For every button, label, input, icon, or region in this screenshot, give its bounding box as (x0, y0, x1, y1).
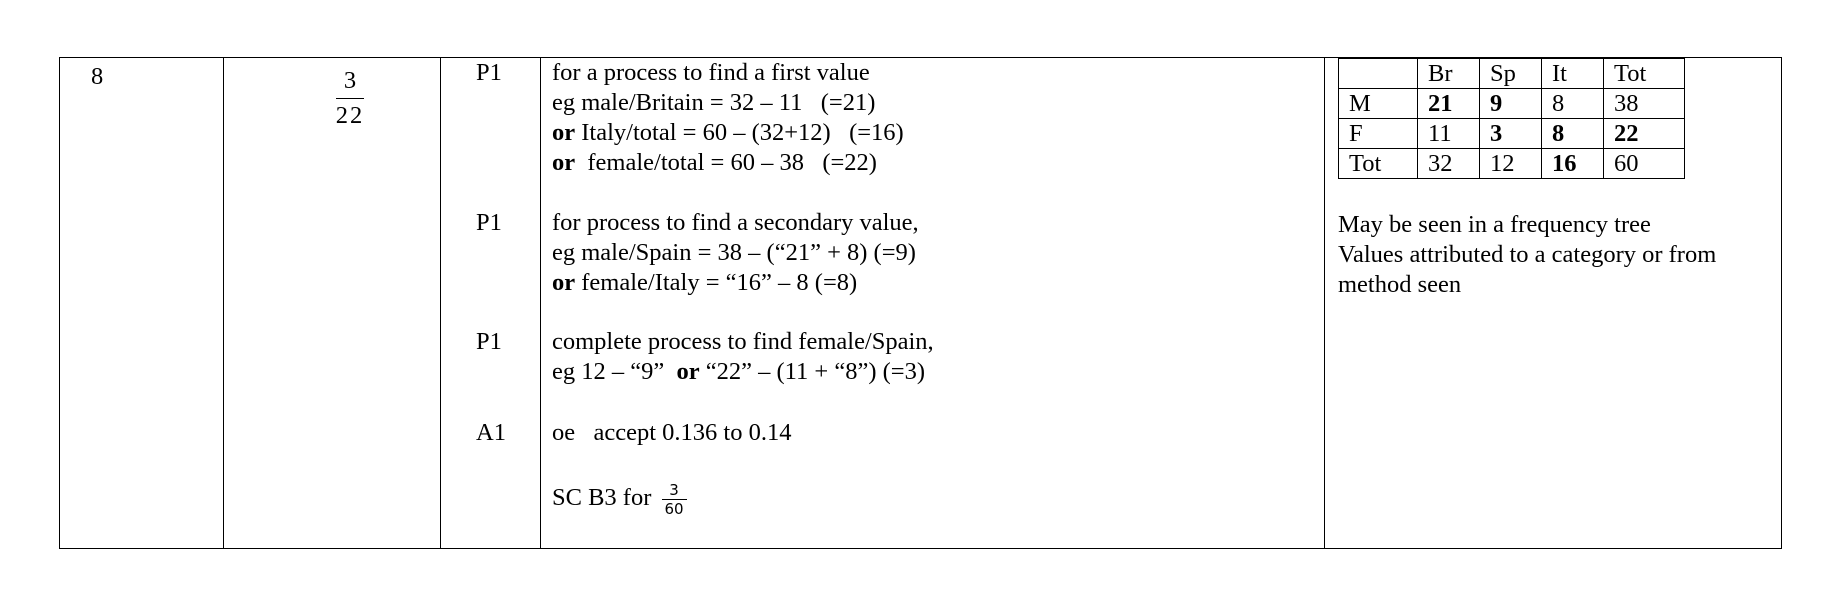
special-case-denominator: 60 (662, 499, 687, 518)
bold-keyword: or (552, 269, 576, 296)
table-row (1339, 149, 1685, 179)
table-cell: 8 (1542, 119, 1604, 149)
comments (1338, 210, 1768, 300)
column-divider (1324, 58, 1325, 548)
working-line (552, 238, 919, 268)
answer-fraction (336, 66, 365, 131)
column-divider (223, 58, 224, 548)
table-row (1339, 119, 1685, 149)
table-cell: Tot (1339, 149, 1418, 179)
working-text: eg 12 – “9” (552, 358, 677, 385)
mark-scheme-row (59, 57, 1782, 549)
comment-line: method seen (1338, 271, 1462, 298)
answer-cell (310, 66, 390, 131)
table-header-cell (1339, 59, 1418, 89)
table-cell: 12 (1480, 149, 1542, 179)
table-cell: M (1339, 89, 1418, 119)
table-cell: 60 (1604, 149, 1685, 179)
table-cell: 32 (1418, 149, 1480, 179)
special-case-fraction (662, 481, 687, 518)
column-divider (440, 58, 441, 548)
column-divider (540, 58, 541, 548)
comment-line: Values attributed to a category or from (1338, 241, 1717, 268)
mark-code: P1 (476, 59, 502, 86)
working-line (552, 88, 904, 118)
bold-keyword: or (552, 119, 576, 146)
working-text: eg male/Britain = 32 – 11 (=21) (552, 89, 876, 116)
working-line (552, 268, 919, 298)
working-block (552, 418, 792, 448)
table-cell: 38 (1604, 89, 1685, 119)
working-line (552, 208, 919, 238)
table-cell: 22 (1604, 119, 1685, 149)
answer-numerator: 3 (343, 67, 357, 94)
answer-denominator: 22 (336, 98, 365, 131)
table-header-cell: Tot (1604, 59, 1685, 89)
table-cell: 21 (1418, 89, 1480, 119)
working-text: female/Italy = “16” – 8 (=8) (575, 269, 858, 296)
working-text: Italy/total = 60 – (32+12) (=16) (575, 119, 904, 146)
bold-keyword: or (676, 358, 700, 385)
working-line (552, 327, 934, 357)
mark-code: A1 (476, 419, 506, 446)
comment-line: May be seen in a frequency tree (1338, 211, 1651, 238)
special-case-numerator: 3 (669, 481, 679, 499)
working-text: oe accept 0.136 to 0.14 (552, 419, 792, 446)
working-text: complete process to find female/Spain, (552, 328, 934, 355)
table-cell: 8 (1542, 89, 1604, 119)
table-header-cell: Br (1418, 59, 1480, 89)
table-cell: 3 (1480, 119, 1542, 149)
table-row (1339, 89, 1685, 119)
table-cell: 9 (1480, 89, 1542, 119)
working-line (552, 418, 792, 448)
working-block (552, 58, 904, 178)
working-text: female/total = 60 – 38 (=22) (575, 149, 877, 176)
table-header-cell: It (1542, 59, 1604, 89)
working-text: “22” – (11 + “8”) (=3) (699, 358, 925, 385)
working-text: for a process to find a first value (552, 59, 870, 86)
bold-keyword: or (552, 149, 576, 176)
working-block (552, 208, 919, 298)
working-line (552, 58, 904, 88)
working-line (552, 118, 904, 148)
special-case-text: SC B3 for (552, 484, 652, 512)
mark-code: P1 (476, 328, 502, 355)
special-case (552, 481, 687, 518)
table-cell: 16 (1542, 149, 1604, 179)
table-header-row (1339, 59, 1685, 89)
frequency-table (1338, 58, 1685, 179)
working-block (552, 327, 934, 387)
table-header-cell: Sp (1480, 59, 1542, 89)
table-cell: 11 (1418, 119, 1480, 149)
working-line (552, 357, 934, 387)
working-text: for process to find a secondary value, (552, 209, 919, 236)
working-text: eg male/Spain = 38 – (“21” + 8) (=9) (552, 239, 916, 266)
mark-code: P1 (476, 209, 502, 236)
working-line (552, 148, 904, 178)
question-number: 8 (91, 63, 104, 90)
table-cell: F (1339, 119, 1418, 149)
